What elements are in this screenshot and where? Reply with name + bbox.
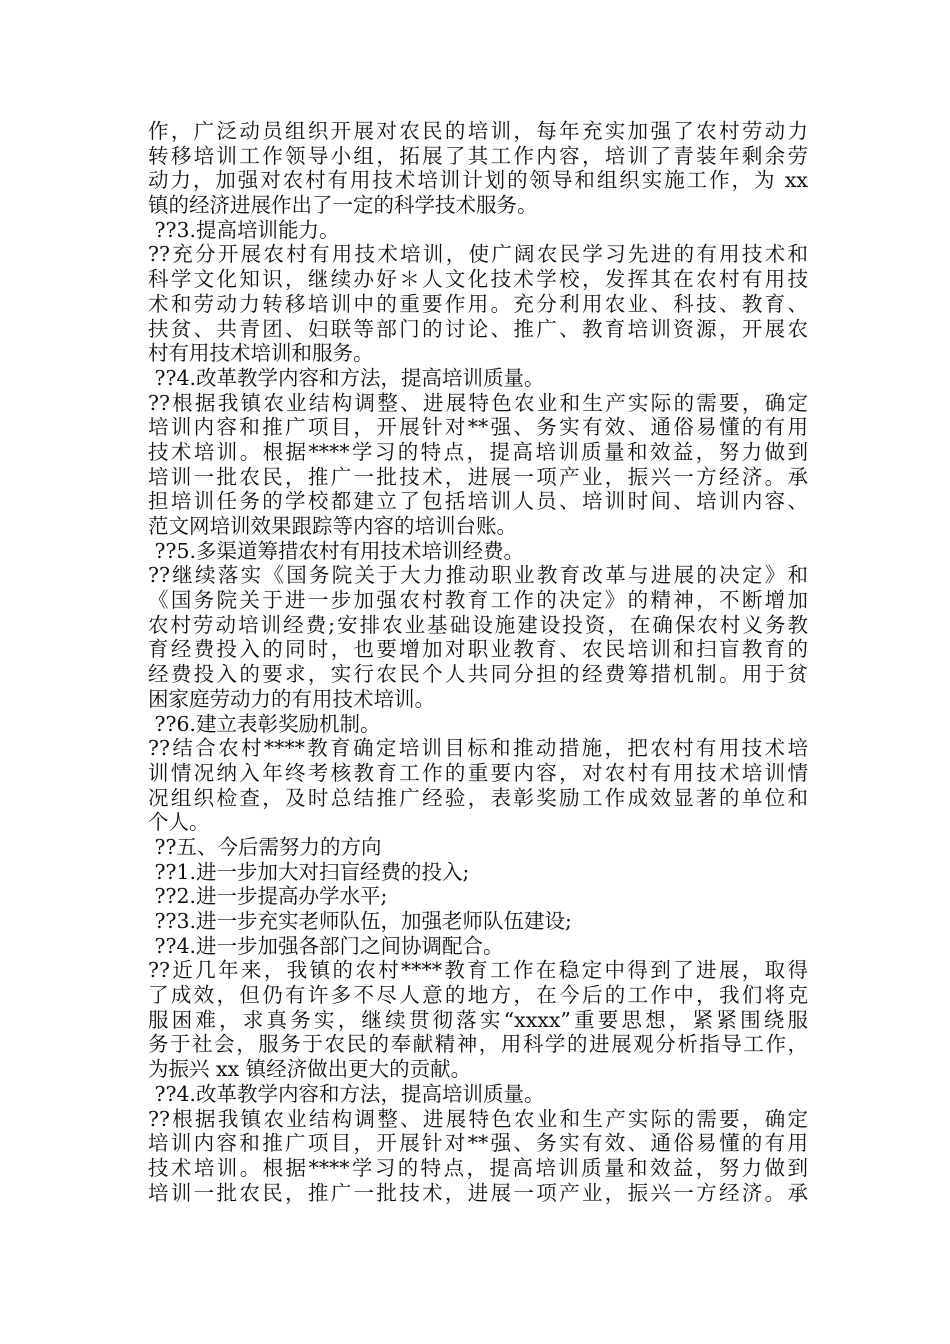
- document-body: [148, 119, 808, 1205]
- text-line: 为振兴 xx 镇经济做出更大的贡献。: [148, 1057, 472, 1082]
- text-line: 范文网培训效果跟踪等内容的培训台账。: [148, 514, 517, 538]
- text-line: 技术培训。根据****学习的特点，提高培训质量和效益，努力做到: [148, 1155, 808, 1180]
- text-line: 科学文化知识，继续办好＊人文化技术学校，发挥其在农村有用技: [148, 267, 808, 292]
- text-line: 培训内容和推广项目，开展针对**强、务实有效、通俗易懂的有用: [148, 415, 808, 440]
- text-line: ??3.提高培训能力。: [148, 217, 340, 242]
- text-line: ??4.改革教学内容和方法，提高培训质量。: [148, 1081, 545, 1106]
- text-line: 育经费投入的同时，也要增加对职业教育、农民培训和扫盲教育的: [148, 637, 808, 662]
- text-line: 培训一批农民，推广一批技术，进展一项产业，振兴一方经济。承: [148, 464, 808, 489]
- text-line: 况组织检查，及时总结推广经验，表彰奖励工作成效显著的单位和: [148, 785, 808, 810]
- text-line: ??继续落实《国务院关于大力推动职业教育改革与进展的决定》和: [148, 563, 808, 588]
- text-line: 训情况纳入年终考核教育工作的重要内容，对农村有用技术培训情: [148, 760, 808, 785]
- text-line: 务于社会，服务于农民的奉献精神，用科学的进展观分析指导工作，: [148, 1032, 808, 1057]
- text-line: 经费投入的要求，实行农民个人共同分担的经费筹措机制。用于贫: [148, 662, 808, 687]
- text-line: 培训内容和推广项目，开展针对**强、务实有效、通俗易懂的有用: [148, 1131, 808, 1156]
- text-line: 了成效，但仍有许多不尽人意的地方，在今后的工作中，我们将克: [148, 983, 808, 1008]
- text-line: 术和劳动力转移培训中的重要作用。充分利用农业、科技、教育、: [148, 291, 808, 316]
- text-line: ??3.进一步充实老师队伍，加强老师队伍建设;: [148, 909, 572, 933]
- text-line: ??5.多渠道筹措农村有用技术培训经费。: [148, 538, 525, 563]
- text-line: ??4.进一步加强各部门之间协调配合。: [148, 933, 504, 958]
- text-line: ??近几年来，我镇的农村****教育工作在稳定中得到了进展，取得: [148, 958, 808, 983]
- text-line: 镇的经济进展作出了一定的科学技术服务。: [148, 193, 538, 218]
- text-line: 技术培训。根据****学习的特点，提高培训质量和效益，努力做到: [148, 439, 808, 464]
- text-line: 村有用技术培训和服务。: [148, 341, 374, 366]
- text-line: 扶贫、共青团、妇联等部门的讨论、推广、教育培训资源，开展农: [148, 316, 808, 341]
- text-line: ??充分开展农村有用技术培训，使广阔农民学习先进的有用技术和: [148, 242, 808, 267]
- text-line: 困家庭劳动力的有用技术培训。: [148, 686, 435, 711]
- text-line: 个人。: [148, 810, 210, 835]
- text-line: 农村劳动培训经费;安排农业基础设施建设投资，在确保农村义务教: [148, 612, 808, 637]
- text-line: 《国务院关于进一步加强农村教育工作的决定》的精神，不断增加: [148, 588, 808, 613]
- text-line: ??6.建立表彰奖励机制。: [148, 711, 381, 736]
- text-line: ??1.进一步加大对扫盲经费的投入;: [148, 859, 470, 884]
- text-line: ??根据我镇农业结构调整、进展特色农业和生产实际的需要，确定: [148, 1106, 808, 1131]
- text-line: 动力，加强对农村有用技术培训计划的领导和组织实施工作，为 xx: [148, 168, 808, 193]
- text-line: ??五、今后需努力的方向: [148, 834, 382, 859]
- text-line: ??4.改革教学内容和方法，提高培训质量。: [148, 365, 545, 390]
- text-line: 担培训任务的学校都建立了包括培训人员、培训时间、培训内容、: [148, 489, 808, 514]
- text-line: ??根据我镇农业结构调整、进展特色农业和生产实际的需要，确定: [148, 390, 808, 415]
- text-line: 作，广泛动员组织开展对农民的培训，每年充实加强了农村劳动力: [148, 119, 808, 143]
- text-line: 培训一批农民，推广一批技术，进展一项产业，振兴一方经济。承: [148, 1180, 808, 1205]
- text-line: 服困难，求真务实，继续贯彻落实“xxxx”重要思想，紧紧围绕服: [148, 1007, 808, 1032]
- text-line: 转移培训工作领导小组，拓展了其工作内容，培训了青装年剩余劳: [148, 143, 808, 168]
- text-line: ??结合农村****教育确定培训目标和推动措施，把农村有用技术培: [148, 736, 808, 761]
- text-line: ??2.进一步提高办学水平;: [148, 884, 388, 909]
